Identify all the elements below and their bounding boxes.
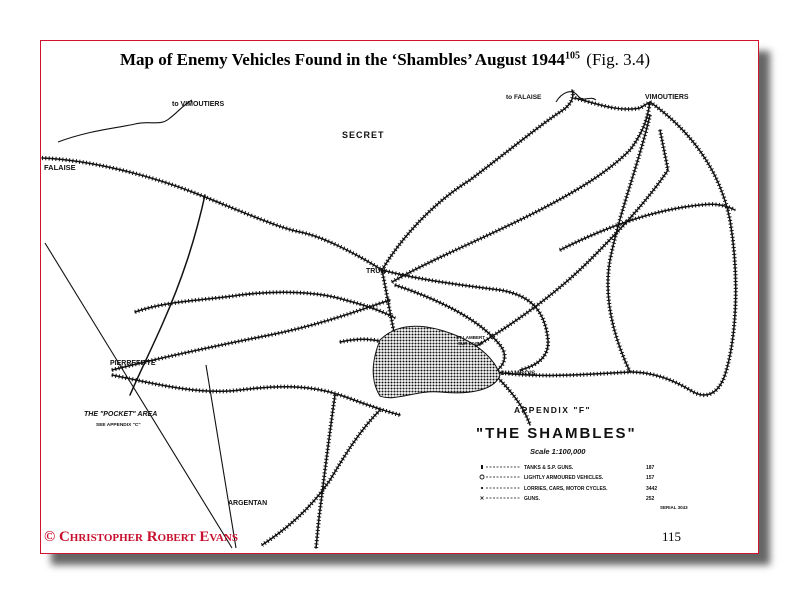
label-st-lambert: ST LAMBERT bbox=[456, 335, 485, 340]
vehicle-marks bbox=[112, 375, 400, 415]
legend-symbol-lorries bbox=[481, 487, 483, 489]
legend-symbol-tanks bbox=[481, 465, 483, 469]
road-falaise-trun bbox=[42, 158, 382, 270]
appendix-label: APPENDIX "F" bbox=[514, 405, 592, 415]
road-south bbox=[316, 395, 335, 548]
label-trun: TRUN bbox=[366, 268, 386, 275]
vehicle-marks bbox=[470, 130, 668, 350]
legend bbox=[480, 465, 657, 502]
page-number: 115 bbox=[662, 529, 682, 544]
legend-count: 157 bbox=[646, 475, 655, 481]
legend-symbol-light-armour bbox=[480, 475, 484, 479]
legend-label: TANKS & S.P. GUNS. bbox=[524, 465, 574, 471]
vehicle-marks bbox=[42, 158, 382, 270]
label-argentan: ARGENTAN bbox=[228, 500, 268, 507]
road-east-loop bbox=[630, 102, 736, 395]
footnote-ref: 105 bbox=[565, 50, 581, 62]
vehicle-marks bbox=[382, 90, 573, 270]
road-pierrefitte-southeast bbox=[112, 375, 400, 415]
legend-label: GUNS. bbox=[524, 496, 540, 502]
figure-ref: (Fig. 3.4) bbox=[586, 50, 651, 69]
road-trun-to-falaise bbox=[382, 90, 573, 270]
label-to-vimoutiers: to VIMOUTIERS bbox=[172, 101, 225, 108]
vehicle-marks bbox=[630, 102, 736, 395]
road-east-cross bbox=[560, 204, 735, 250]
copyright-notice: © Christopher Robert Evans bbox=[44, 529, 238, 545]
label-vimoutiers: VIMOUTIERS bbox=[645, 94, 689, 101]
label-secret: SECRET bbox=[342, 130, 385, 140]
label-chambois: CHAMBOIS bbox=[500, 370, 536, 377]
legend-count: 252 bbox=[646, 496, 655, 502]
road-chambois-south bbox=[498, 378, 530, 425]
map-scale: Scale 1:100,000 bbox=[530, 447, 586, 456]
label-sur-dives: SUR DIVES bbox=[458, 341, 483, 346]
appendix-title: "THE SHAMBLES" bbox=[476, 425, 637, 442]
serial-number: SERIAL 3043 bbox=[660, 505, 688, 510]
road-to-argentan bbox=[262, 410, 380, 545]
title-main: Map of Enemy Vehicles Found in the ‘Shambles’ August 1944 bbox=[119, 50, 566, 69]
label-pierrefitte: PIERREFITTE bbox=[110, 360, 156, 367]
legend-count: 3442 bbox=[646, 486, 658, 492]
road-chambois-northeast bbox=[470, 130, 668, 350]
pocket-boundary-line bbox=[45, 243, 232, 548]
vehicle-marks bbox=[560, 204, 735, 250]
label-see-appendix: SEE APPENDIX "C" bbox=[96, 423, 141, 428]
legend-label: LIGHTLY ARMOURED VEHICLES. bbox=[524, 475, 604, 481]
label-to-falaise: to FALAISE bbox=[506, 94, 542, 101]
label-falaise: FALAISE bbox=[44, 163, 76, 172]
boundary-line bbox=[206, 365, 236, 548]
vehicle-marks bbox=[498, 378, 530, 425]
legend-count: 187 bbox=[646, 465, 655, 471]
vehicle-marks bbox=[608, 115, 650, 372]
legend-symbol-guns bbox=[481, 497, 484, 500]
label-pocket-area: THE "POCKET" AREA bbox=[84, 411, 158, 418]
legend-label: LORRIES, CARS, MOTOR CYCLES. bbox=[524, 486, 608, 492]
